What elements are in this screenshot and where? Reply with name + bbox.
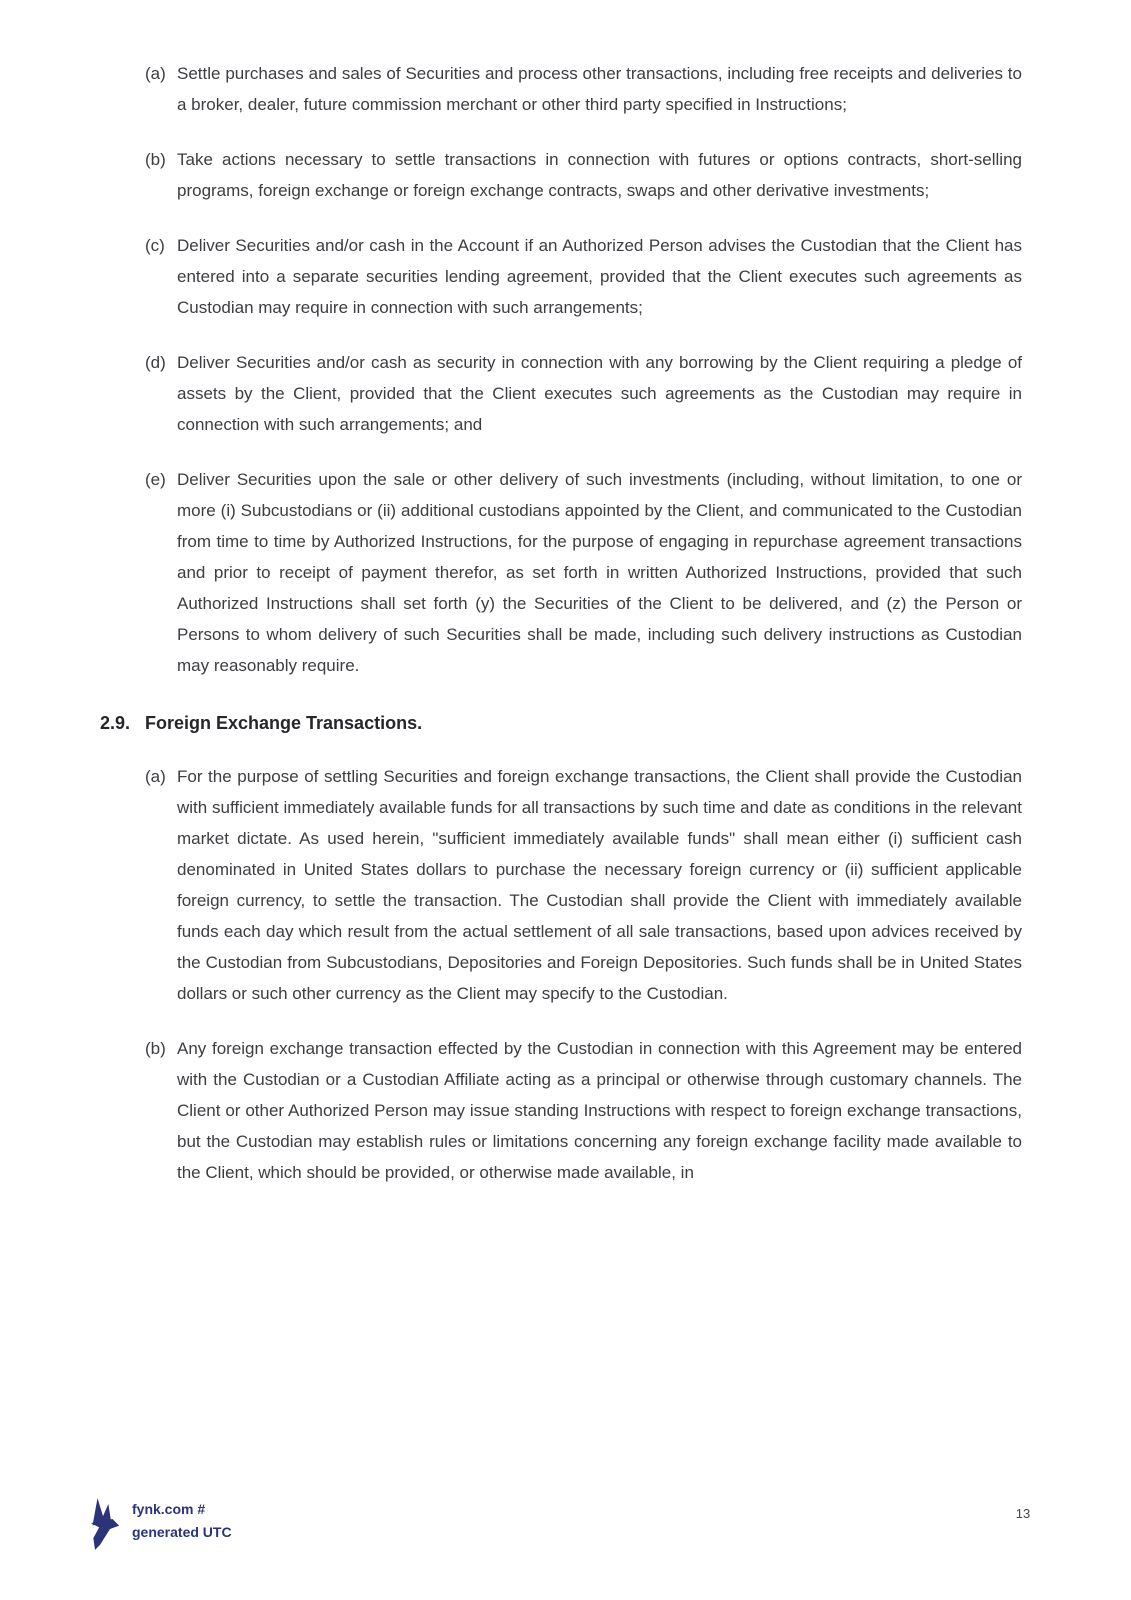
footer-generated-label: generated UTC — [132, 1524, 232, 1540]
section-title: Foreign Exchange Transactions. — [145, 713, 423, 733]
list-item-c — [145, 230, 1022, 323]
footer-brand-block — [132, 1498, 232, 1544]
list-item-text: Take actions necessary to settle transactions in connection with futures or options contracts, short-selling programs, foreign exchange or foreign exchange contracts, swaps and other derivative investments; — [177, 150, 1022, 200]
page-number: 13 — [1015, 1506, 1031, 1521]
section-heading-2-9 — [100, 708, 1022, 739]
list-item-a — [145, 58, 1022, 120]
list-item-text: Deliver Securities upon the sale or other delivery of such investments (including, without limitation, to one or more (i) Subcustodians or (ii) additional custodians appointed by the Client, and communicated to the Custodian from time to time by Authorized Instructions, for the purpose of engaging in repurchase agreement transactions and prior to receipt of payment therefor, as set forth in written Authorized Instructions, provided that such Authorized Instructions shall set forth (y) the Securities of the Client to be delivered, and (z) the Person or Persons to whom delivery of such Securities shall be made, including such delivery instructions as Custodian may reasonably require. — [177, 470, 1022, 675]
list-item-text: Any foreign exchange transaction effected by the Custodian in connection with this Agreement may be entered with the Custodian or a Custodian Affiliate acting as a principal or otherwise through customary channels. The Client or other Authorized Person may issue standing Instructions with respect to foreign exchange transactions, but the Custodian may establish rules or limitations concerning any foreign exchange facility made available to the Client, which should be provided, or otherwise made available, in — [177, 1039, 1022, 1182]
origami-bird-logo-icon — [90, 1496, 120, 1552]
list-item-text: Settle purchases and sales of Securities and process other transactions, including free receipts and deliveries to a broker, dealer, future commission merchant or other third party specified in Instructions; — [177, 64, 1022, 114]
document-body — [100, 58, 1022, 1212]
section-number: 2.9. — [100, 713, 131, 733]
list-item-d — [145, 347, 1022, 440]
list-item-text: Deliver Securities and/or cash in the Account if an Authorized Person advises the Custodian that the Client has entered into a separate securities lending agreement, provided that the Client executes such agreements as Custodian may require in connection with such arrangements; — [177, 236, 1022, 317]
list-item-e — [145, 464, 1022, 681]
list-marker: (b) — [145, 150, 166, 169]
list-item-text: Deliver Securities and/or cash as security in connection with any borrowing by the Client requiring a pledge of assets by the Client, provided that the Client executes such agreements as the Custodian may require in connection with such arrangements; and — [177, 353, 1022, 434]
page-footer — [0, 1490, 1131, 1600]
section-2-9-item-a — [145, 761, 1022, 1009]
footer-brand-name: fynk.com # — [132, 1501, 206, 1517]
section-2-9-item-b — [145, 1033, 1022, 1188]
list-marker: (b) — [145, 1039, 166, 1058]
list-item-b — [145, 144, 1022, 206]
list-marker: (a) — [145, 767, 166, 786]
list-marker: (e) — [145, 470, 166, 489]
list-marker: (d) — [145, 353, 166, 372]
list-item-text: For the purpose of settling Securities and foreign exchange transactions, the Client shall provide the Custodian with sufficient immediately available funds for all transactions by such time and date as conditions in the relevant market dictate. As used herein, "sufficient immediately available funds" shall mean either (i) sufficient cash denominated in United States dollars to purchase the necessary foreign currency or (ii) sufficient applicable foreign currency, to settle the transaction. The Custodian shall provide the Client with immediately available funds each day which result from the actual settlement of all sale transactions, based upon advices received by the Custodian from Subcustodians, Depositories and Foreign Depositories. Such funds shall be in United States dollars or such other currency as the Client may specify to the Custodian. — [177, 767, 1022, 1003]
list-marker: (a) — [145, 64, 166, 83]
list-marker: (c) — [145, 236, 165, 255]
